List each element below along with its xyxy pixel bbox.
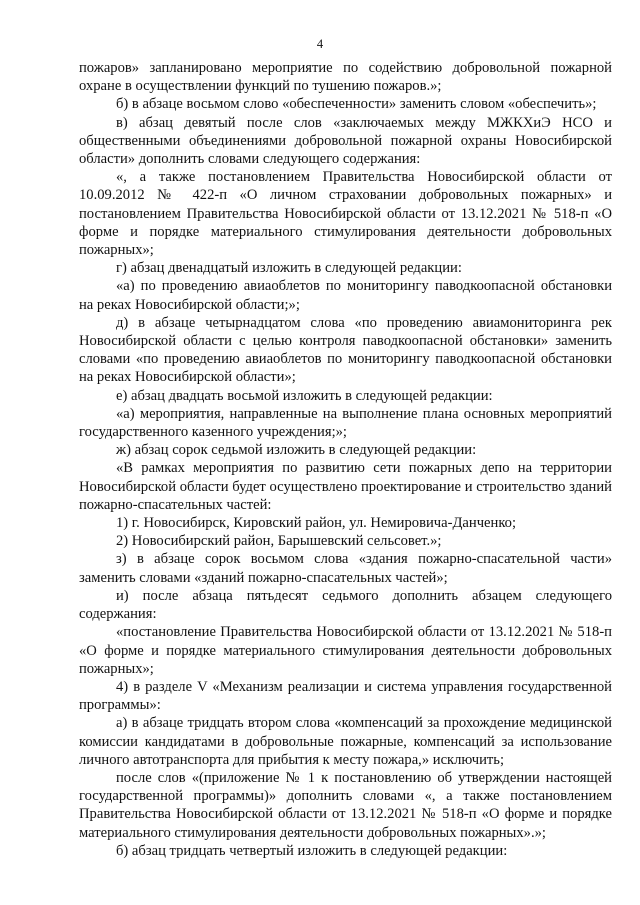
page-number: 4 [316, 37, 324, 51]
paragraph: б) в абзаце восьмом слово «обеспеченности» заменить словом «обеспечить»; [116, 96, 597, 113]
paragraph: 2) Новосибирский район, Барышевский сельсовет.»; [116, 533, 442, 550]
paragraph: после слов «(приложение № 1 к постановлению об утверждении настоящей государственной программы)» дополнить словами «, а также постановлением Правительства Новосибирской области от 13.12.2021 № 518-п «О форме и порядке материального стимулирования деятельности добровольных пожарных».»; [79, 769, 612, 841]
paragraph: и) после абзаца пятьдесят седьмого дополнить абзацем следующего содержания: [79, 587, 612, 623]
paragraph: 4) в разделе V «Механизм реализации и система управления государственной программы»: [79, 678, 612, 714]
paragraph: 1) г. Новосибирск, Кировский район, ул. Немировича-Данченко; [116, 515, 517, 532]
paragraph: з) в абзаце сорок восьмом слова «здания пожарно-спасательной части» заменить словами «зданий пожарно-спасательных частей»; [79, 551, 612, 586]
paragraph: д) в абзаце четырнадцатом слова «по проведению авиамониторинга рек Новосибирской области с целью контроля паводкоопасной обстановки» заменить словами «по проведению авиаоблетов по мониторингу паводкоопасной обстановки на реках Новосибирской области»; [79, 314, 612, 386]
paragraph: «, а также постановлением Правительства Новосибирской области от 10.09.2012 № 422-п «О личном страховании добровольных пожарных» и постановлением Правительства Новосибирской области от 13.12.2021 № 518-п «О форме и порядке материального стимулирования деятельности добровольных пожарных»; [79, 169, 612, 259]
paragraph: г) абзац двенадцатый изложить в следующей редакции: [116, 260, 462, 277]
paragraph: пожаров» запланировано мероприятие по содействию добровольной пожарной охране в осуществлении функций по тушению пожаров.»; [79, 60, 612, 95]
paragraph: ж) абзац сорок седьмой изложить в следующей редакции: [116, 442, 477, 459]
paragraph: а) в абзаце тридцать втором слова «компенсаций за прохождение медицинской комиссии кандидатами в добровольные пожарные, компенсаций за использование личного автотранспорта для прибытия к месту пожара,» исключить; [79, 715, 612, 768]
document-body [79, 59, 612, 860]
paragraph: «постановление Правительства Новосибирской области от 13.12.2021 № 518-п «О форме и порядке материального стимулирования деятельности добровольных пожарных»; [79, 624, 612, 677]
paragraph: «а) мероприятия, направленные на выполнение плана основных мероприятий государственного казенного учреждения;»; [79, 405, 612, 441]
paragraph: «а) по проведению авиаоблетов по мониторингу паводкоопасной обстановки на реках Новосибирской области;»; [79, 278, 612, 313]
paragraph: б) абзац тридцать четвертый изложить в следующей редакции: [116, 842, 508, 859]
paragraph: «В рамках мероприятия по развитию сети пожарных депо на территории Новосибирской области будет осуществлено проектирование и строительство зданий пожарно-спасательных частей: [79, 460, 612, 513]
paragraph: е) абзац двадцать восьмой изложить в следующей редакции: [116, 387, 493, 404]
paragraph: в) абзац девятый после слов «заключаемых между МЖКХиЭ НСО и общественными объединениями добровольной пожарной охраны Новосибирской области» дополнить словами следующего содержания: [79, 114, 612, 168]
